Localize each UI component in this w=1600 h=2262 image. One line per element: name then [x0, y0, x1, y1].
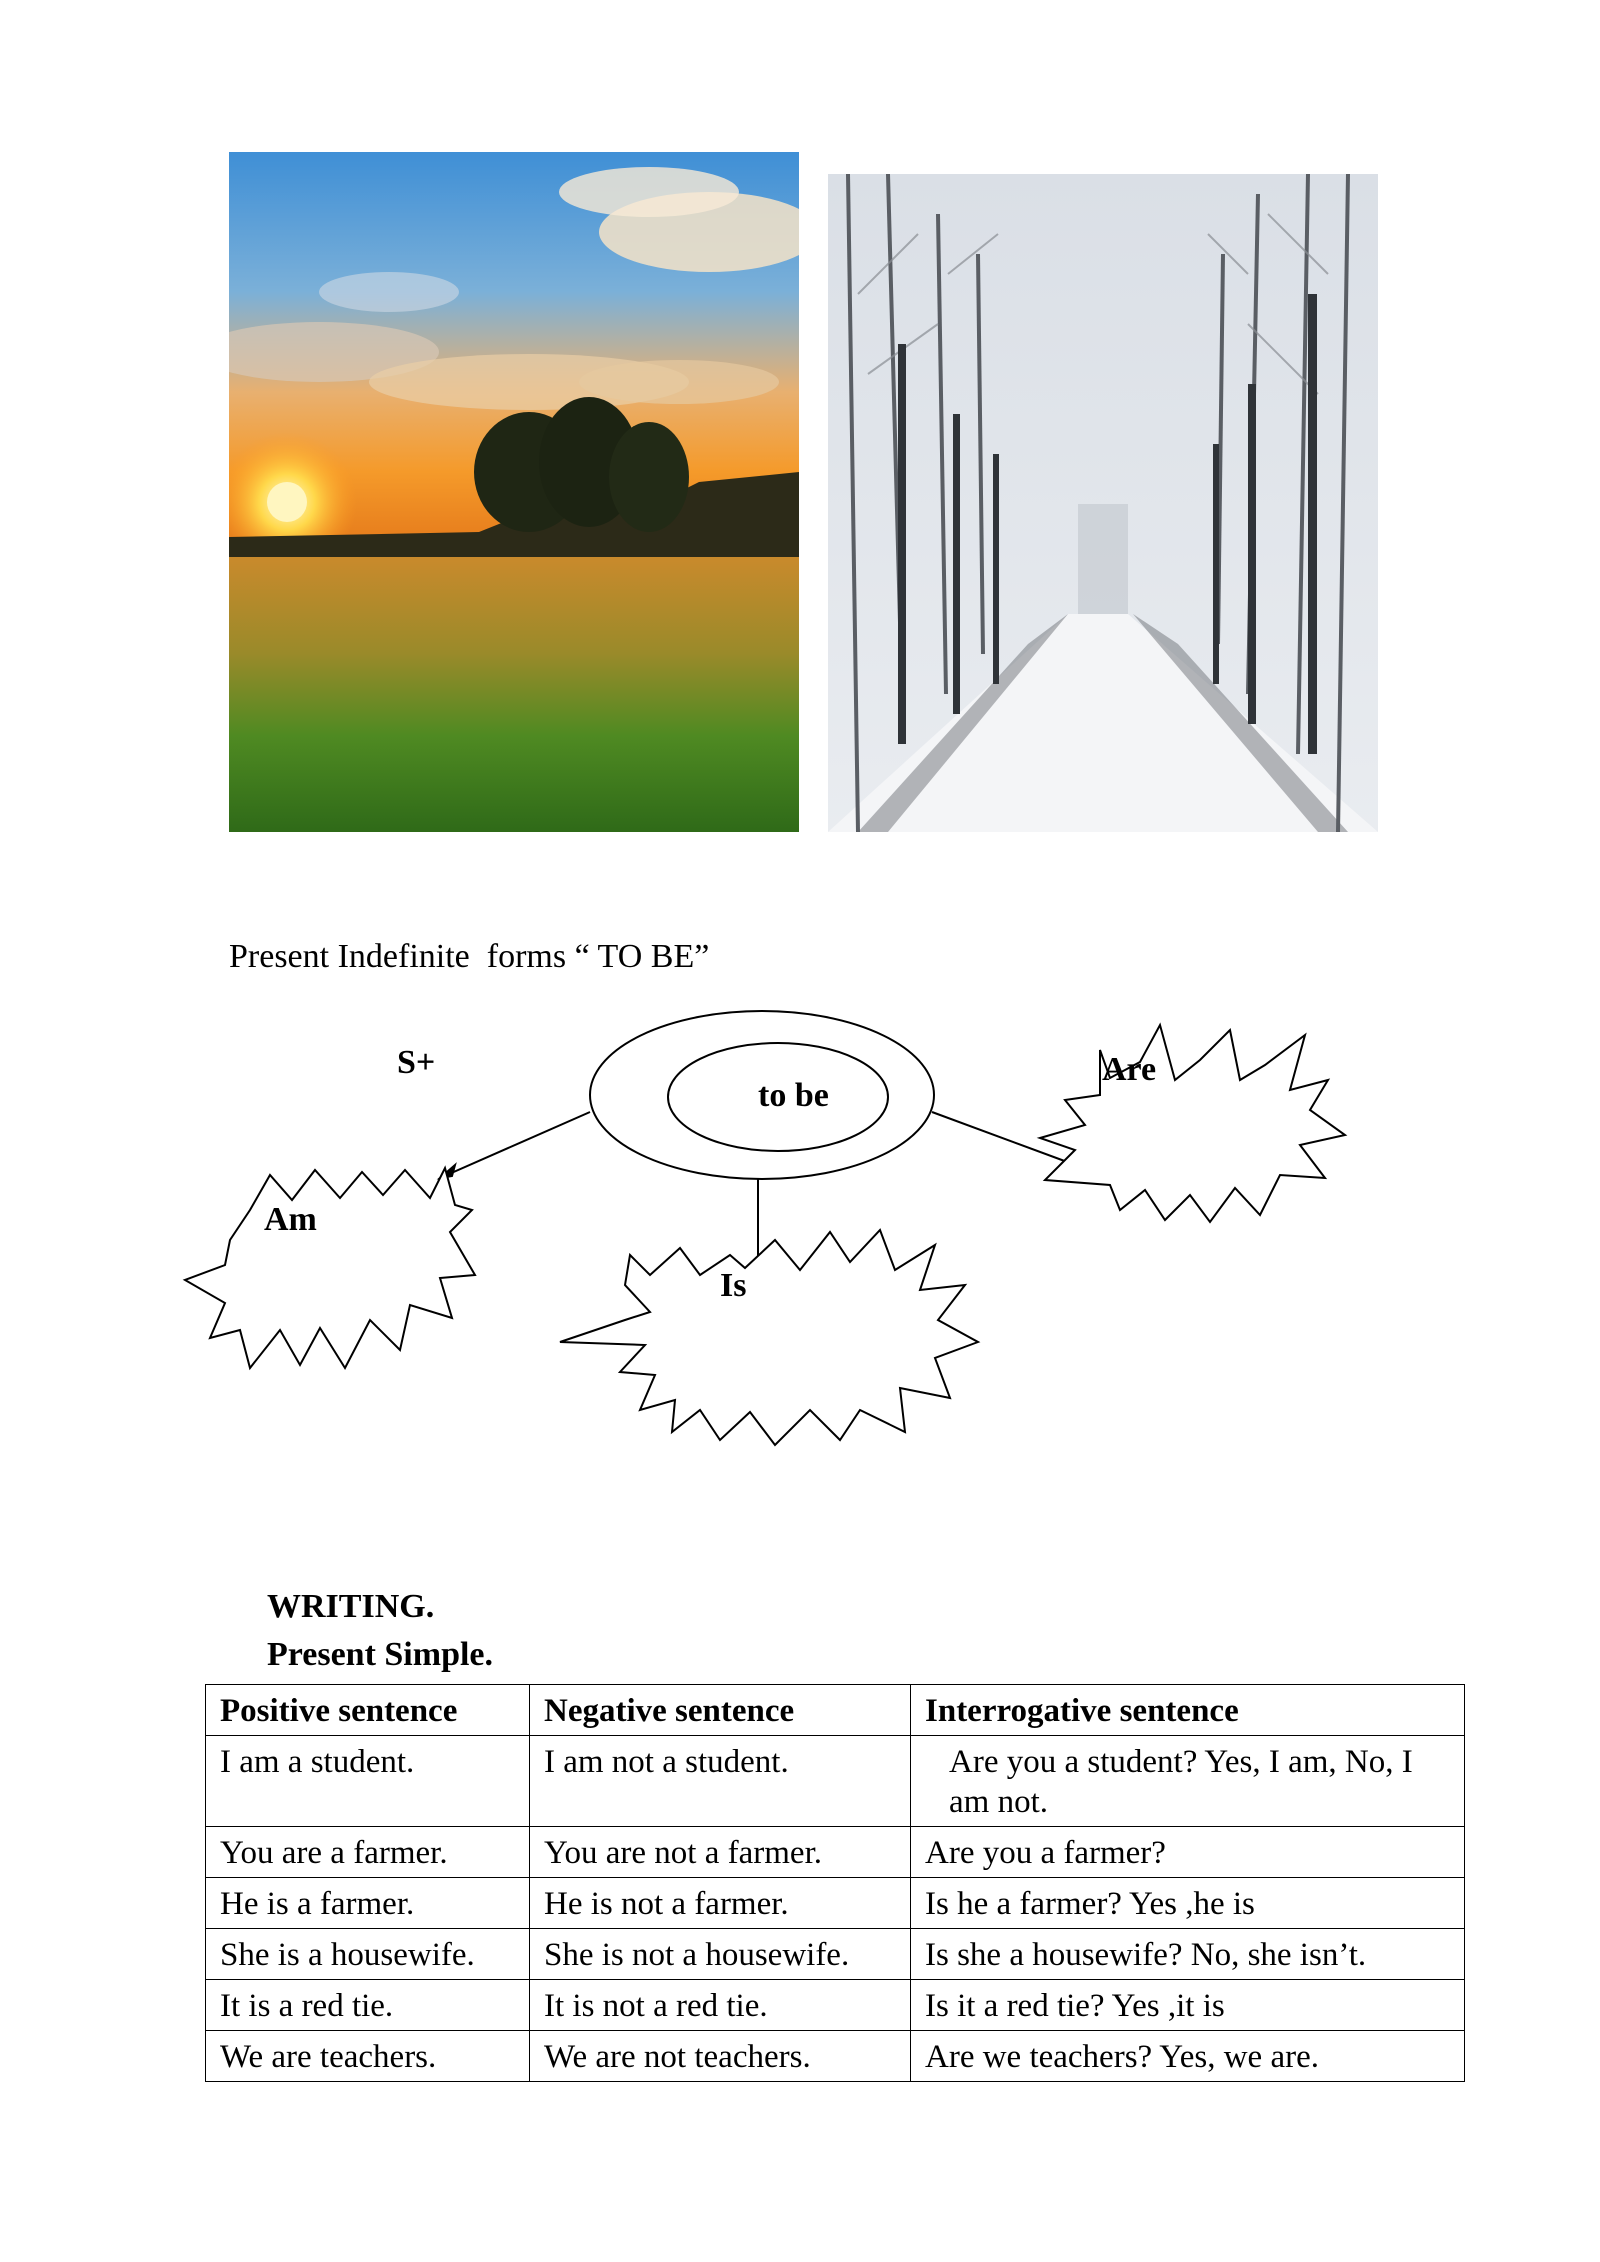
table-row: [206, 1736, 1465, 1827]
are-label: Are: [1102, 1051, 1157, 1088]
positive-cell: We are teachers.: [206, 2031, 530, 2082]
is-starburst: [560, 1230, 978, 1445]
interrogative-cell: [911, 1736, 1465, 1827]
writing-title: WRITING.: [267, 1588, 435, 1625]
to-be-diagram: [0, 990, 1600, 1470]
negative-cell: He is not a farmer.: [530, 1878, 911, 1929]
am-starburst: [185, 1168, 475, 1368]
present-simple-table: [205, 1684, 1465, 2082]
interrogative-cell: Is he a farmer? Yes ,he is: [911, 1878, 1465, 1929]
are-starburst: [1040, 1025, 1345, 1222]
winter-park-image: [828, 174, 1378, 832]
positive-cell: It is a red tie.: [206, 1980, 530, 2031]
negative-cell: We are not teachers.: [530, 2031, 911, 2082]
table-row: [206, 1980, 1465, 2031]
negative-cell: It is not a red tie.: [530, 1980, 911, 2031]
summer-sunset-photo: [229, 152, 799, 832]
s-plus-label: S+: [397, 1044, 436, 1081]
winter-park-photo: [828, 174, 1378, 832]
table-row: [206, 1827, 1465, 1878]
to-be-label: to be: [758, 1077, 829, 1114]
summer-sunset-image: [229, 152, 799, 832]
positive-cell: I am a student.: [206, 1736, 530, 1827]
positive-cell: She is a housewife.: [206, 1929, 530, 1980]
negative-cell: You are not a farmer.: [530, 1827, 911, 1878]
table-row: [206, 1929, 1465, 1980]
line-to-am: [440, 1112, 590, 1178]
header-positive: Positive sentence: [206, 1685, 530, 1736]
positive-cell: He is a farmer.: [206, 1878, 530, 1929]
table-row: [206, 1878, 1465, 1929]
heading: Present Indefinite forms “ TO BE”: [229, 938, 710, 975]
header-interrogative: Interrogative sentence: [911, 1685, 1465, 1736]
negative-cell: She is not a housewife.: [530, 1929, 911, 1980]
positive-cell: You are a farmer.: [206, 1827, 530, 1878]
interrogative-cell: Is she a housewife? No, she isn’t.: [911, 1929, 1465, 1980]
interrogative-cell: Are you a farmer?: [911, 1827, 1465, 1878]
interrogative-text: Are you a student? Yes, I am, No, I am not.: [949, 1744, 1413, 1820]
negative-cell: I am not a student.: [530, 1736, 911, 1827]
interrogative-cell: Are we teachers? Yes, we are.: [911, 2031, 1465, 2082]
present-simple-title: Present Simple.: [267, 1636, 494, 1673]
table-row: [206, 2031, 1465, 2082]
table-header-row: [206, 1685, 1465, 1736]
am-label: Am: [264, 1201, 317, 1238]
interrogative-cell: Is it a red tie? Yes ,it is: [911, 1980, 1465, 2031]
is-label: Is: [720, 1267, 747, 1304]
header-negative: Negative sentence: [530, 1685, 911, 1736]
